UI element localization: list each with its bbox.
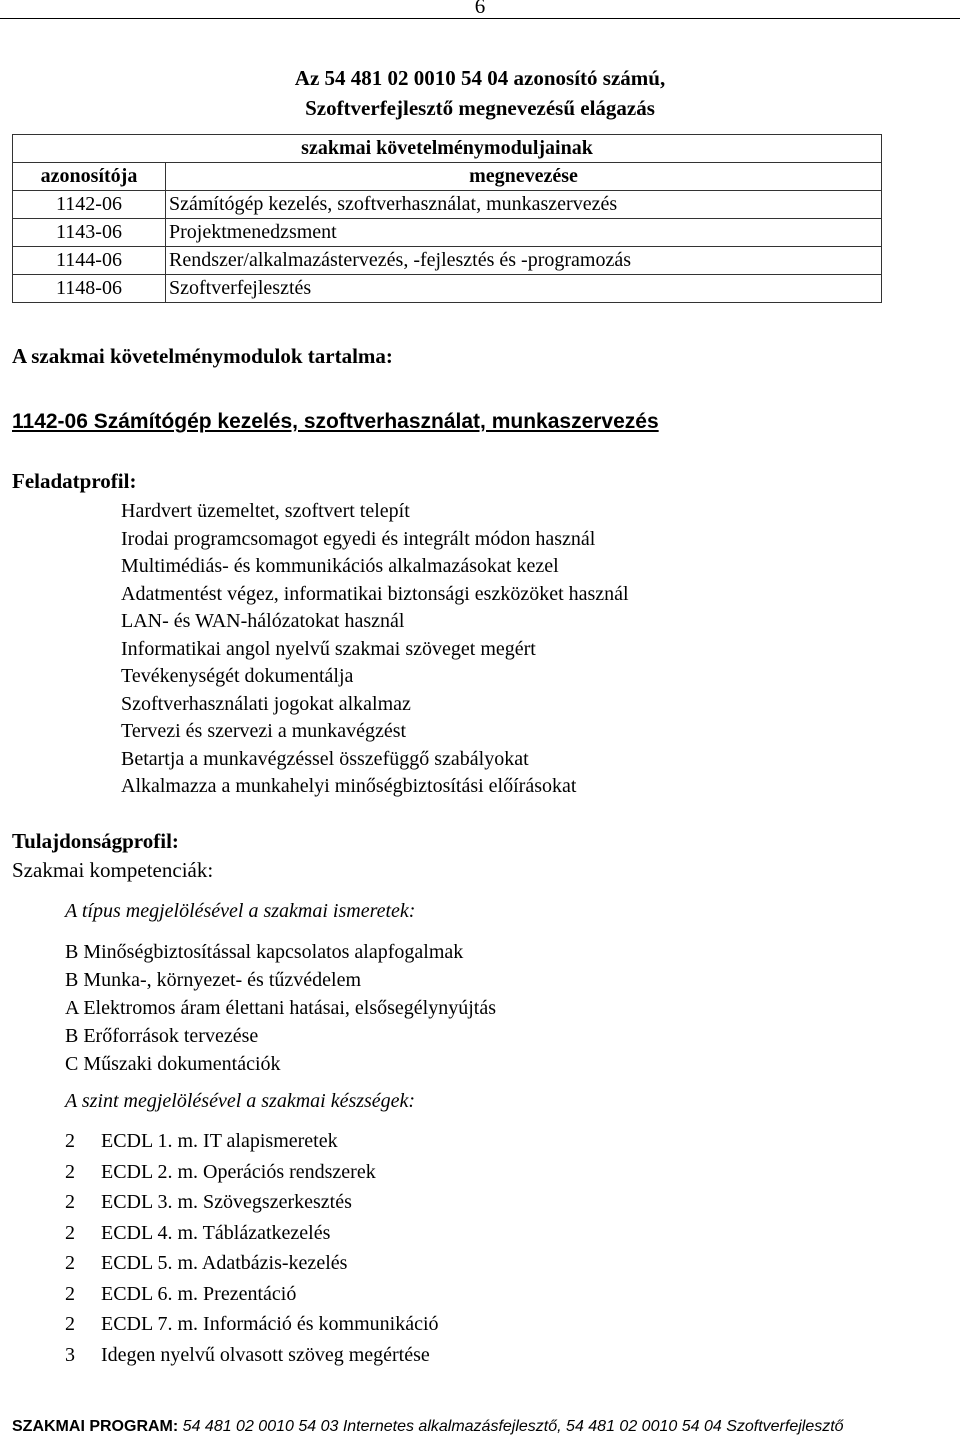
list-item: [65, 1309, 439, 1340]
skill-text: ECDL 3. m. Szövegszerkesztés: [101, 1191, 352, 1213]
list-item: [65, 1248, 439, 1279]
modules-table: [12, 134, 882, 303]
list-item: [65, 1340, 439, 1371]
list-item: [65, 1218, 439, 1249]
table-row: [13, 191, 882, 219]
task-profile-list: [121, 498, 629, 801]
skill-text: ECDL 2. m. Operációs rendszerek: [101, 1160, 376, 1183]
list-item: Multimédiás- és kommunikációs alkalmazásokat kezel: [121, 555, 559, 577]
knowledge-type: B: [65, 941, 79, 963]
skills-heading: A szint megjelölésével a szakmai készségek:: [65, 1090, 416, 1112]
page-footer: [12, 1418, 844, 1436]
table-header-row: [13, 163, 882, 191]
list-item: [65, 1022, 496, 1050]
module-code: 1144-06: [13, 247, 166, 275]
header-rule: [0, 18, 960, 19]
list-item: [65, 938, 496, 966]
module-name: Projektmenedzsment: [166, 219, 882, 247]
list-item: [65, 966, 496, 994]
column-header-name: megnevezése: [166, 163, 882, 191]
list-item: [65, 1050, 496, 1078]
competences-label: Szakmai kompetenciák:: [12, 858, 214, 882]
list-item: [65, 1126, 439, 1157]
list-item: Informatikai angol nyelvű szakmai szöveget megért: [121, 637, 536, 660]
knowledge-type: B: [65, 1025, 79, 1047]
skill-level: 2: [65, 1221, 75, 1244]
list-item: Tervezi és szervezi a munkavégzést: [121, 720, 407, 742]
property-profile-label: Tulajdonságprofil:: [12, 829, 179, 853]
skills-list: [65, 1126, 439, 1370]
list-item: Tevékenységét dokumentálja: [121, 665, 354, 687]
list-item: Hardvert üzemeltet, szoftvert telepít: [121, 500, 410, 522]
footer-text: 54 481 02 0010 54 03 Internetes alkalmazásfejlesztő, 54 481 02 0010 54 04 Szoftverfejlesztő: [182, 1418, 844, 1435]
module-name: Szoftverfejlesztés: [166, 275, 882, 303]
list-item: LAN- és WAN-hálózatokat használ: [121, 610, 405, 632]
list-item: [65, 1279, 439, 1310]
knowledge-text: Munka-, környezet- és tűzvédelem: [83, 969, 362, 991]
skill-level: 2: [65, 1130, 75, 1152]
skill-text: ECDL 1. m. IT alapismeretek: [101, 1130, 338, 1152]
document-title-line1: Az 54 481 02 0010 54 04 azonosító számú,: [294, 66, 666, 90]
skill-level: 2: [65, 1313, 75, 1335]
skill-level: 2: [65, 1191, 75, 1213]
skill-level: 3: [65, 1343, 75, 1366]
content-heading: A szakmai követelménymodulok tartalma:: [12, 344, 393, 368]
footer-label: SZAKMAI PROGRAM:: [12, 1418, 179, 1435]
column-header-code: azonosítója: [13, 163, 166, 191]
knowledge-heading: A típus megjelölésével a szakmai ismeretek:: [65, 900, 416, 922]
module-code: 1148-06: [13, 275, 166, 303]
list-item: Irodai programcsomagot egyedi és integrált módon használ: [121, 527, 596, 550]
module-name: Számítógép kezelés, szoftverhasználat, munkaszervezés: [166, 191, 882, 219]
skill-text: ECDL 5. m. Adatbázis-kezelés: [101, 1252, 348, 1274]
table-row: [13, 275, 882, 303]
skill-text: ECDL 6. m. Prezentáció: [101, 1282, 297, 1305]
skill-level: 2: [65, 1160, 75, 1183]
list-item: Betartja a munkavégzéssel összefüggő szabályokat: [121, 747, 529, 770]
skill-level: 2: [65, 1282, 75, 1305]
module-name: Rendszer/alkalmazástervezés, -fejlesztés és -programozás: [166, 247, 882, 275]
skill-level: 2: [65, 1252, 75, 1274]
knowledge-list: [65, 938, 496, 1078]
list-item: Alkalmazza a munkahelyi minőségbiztosítási előírásokat: [121, 775, 577, 797]
list-item: [65, 994, 496, 1022]
skill-text: ECDL 4. m. Táblázatkezelés: [101, 1221, 331, 1244]
document-title-line2: Szoftverfejlesztő megnevezésű elágazás: [305, 96, 655, 120]
task-profile-label: Feladatprofil:: [12, 469, 137, 493]
table-row: [13, 219, 882, 247]
knowledge-text: Elektromos áram élettani hatásai, elsősegélynyújtás: [83, 997, 496, 1019]
table-caption: szakmai követelménymoduljainak: [13, 135, 882, 163]
list-item: Szoftverhasználati jogokat alkalmaz: [121, 692, 411, 715]
knowledge-text: Minőségbiztosítással kapcsolatos alapfogalmak: [83, 941, 464, 963]
list-item: Adatmentést végez, informatikai biztonsági eszközöket használ: [121, 582, 629, 605]
list-item: [65, 1157, 439, 1188]
knowledge-text: Műszaki dokumentációk: [83, 1053, 281, 1075]
knowledge-type: B: [65, 969, 79, 991]
page-number: 6: [474, 0, 486, 18]
list-item: [65, 1187, 439, 1218]
table-caption-row: [13, 135, 882, 163]
skill-text: Idegen nyelvű olvasott szöveg megértése: [101, 1343, 430, 1366]
knowledge-type: C: [65, 1053, 79, 1075]
knowledge-text: Erőforrások tervezése: [83, 1025, 259, 1047]
skill-text: ECDL 7. m. Információ és kommunikáció: [101, 1313, 439, 1335]
knowledge-type: A: [65, 997, 79, 1019]
module-heading: 1142-06 Számítógép kezelés, szoftverhasználat, munkaszervezés: [12, 410, 659, 433]
module-code: 1143-06: [13, 219, 166, 247]
table-row: [13, 247, 882, 275]
module-code: 1142-06: [13, 191, 166, 219]
